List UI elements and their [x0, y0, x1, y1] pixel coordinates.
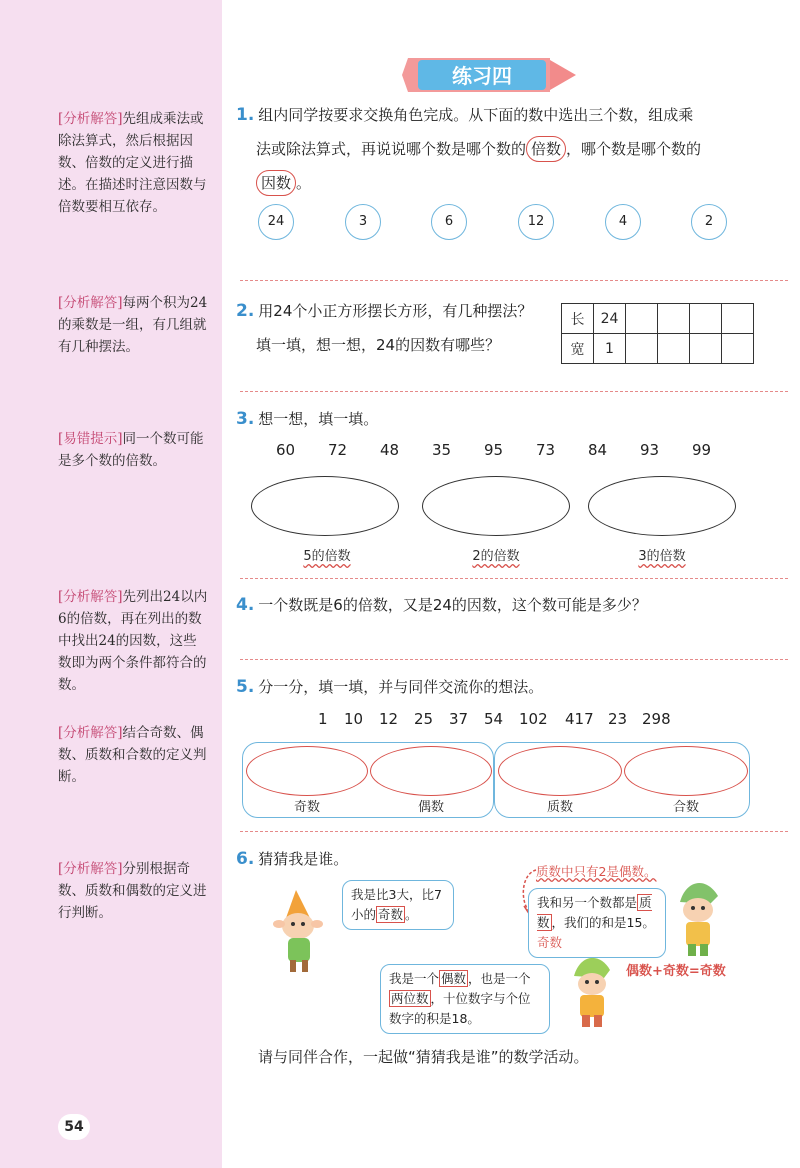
q5-number: 102: [519, 710, 548, 728]
elf-body: [686, 922, 710, 946]
q1-number: 4: [605, 204, 641, 240]
q3-number: 48: [380, 441, 400, 459]
table-row-width: [562, 334, 754, 364]
length-label: 长: [562, 304, 594, 334]
q5-number: 298: [642, 710, 671, 728]
q3-number: 84: [588, 441, 608, 459]
speech-bubble-1: 我是比3大，比7小的 奇数 。: [342, 880, 454, 930]
rectangle-table: [561, 303, 754, 364]
q1-number: 6: [431, 204, 467, 240]
label-composite: 合数: [672, 800, 699, 815]
q5-number: 54: [484, 710, 504, 728]
elf-body: [288, 938, 310, 962]
closing-instruction: 请与同伴合作，一起做“猜猜我是谁”的数学活动。: [258, 1048, 589, 1066]
label-multiple-of-5: 5的倍数: [303, 549, 351, 564]
q3-number: 93: [640, 441, 660, 459]
width-label: 宽: [562, 334, 594, 364]
sidebar-note-6: [分析解答]分别根据奇数、质数和偶数的定义进行判断。: [58, 861, 207, 921]
keyword-two-digit: 两位数: [391, 991, 429, 1006]
keyword-odd: 奇数: [378, 907, 404, 922]
prime-ellipse[interactable]: [498, 746, 622, 796]
elf-face: [282, 913, 314, 939]
q3-number: 99: [692, 441, 712, 459]
answer-ellipse[interactable]: [422, 476, 570, 536]
q3-number: 60: [276, 441, 296, 459]
answer-ellipse[interactable]: [588, 476, 736, 536]
even-ellipse[interactable]: [370, 746, 492, 796]
divider: [240, 659, 788, 660]
label-multiple-of-3: 3的倍数: [638, 549, 686, 564]
sidebar-note-4: [分析解答]先列出24以内6的倍数，再在列出的数中找出24的因数，这些数即为两个条件都符合的数。: [58, 589, 208, 693]
title-text: 练习四: [452, 64, 512, 88]
odd-ellipse[interactable]: [246, 746, 368, 796]
q3-number: 73: [536, 441, 556, 459]
q6: 6. 猜猜我是谁。: [236, 849, 349, 869]
q1-number: 24: [258, 204, 294, 240]
sidebar-note-1: [分析解答]先组成乘法或除法算式，然后根据因数、倍数的定义进行描述。在描述时注意因数与倍数要相互依存。: [58, 111, 207, 215]
elf-character-1: [266, 888, 332, 978]
q2: 2. 用24个小正方形摆长方形，有几种摆法？ 填一填，想一想，24的因数有哪些？: [236, 301, 533, 354]
label-prime: 质数: [546, 800, 573, 815]
elf-face: [578, 973, 606, 995]
elf-ear: [273, 920, 285, 928]
word-multiple: 倍数: [526, 136, 566, 162]
q1: 1. 组内同学按要求交换角色完成。从下面的数中选出三个数，组成乘 法或除法算式，再说说哪个数是哪个数的 倍数 ，哪个数是哪个数的 因数 。: [236, 98, 786, 200]
q3-number: 95: [484, 441, 504, 459]
banner-arrow: [550, 60, 576, 90]
blank-cell[interactable]: [690, 304, 722, 334]
elf-character-3: [562, 950, 622, 1032]
blank-cell[interactable]: [658, 304, 690, 334]
length-cell: 24: [594, 304, 626, 334]
q5-number: 37: [449, 710, 469, 728]
q1-number: 3: [345, 204, 381, 240]
q3-number: 35: [432, 441, 452, 459]
composite-ellipse[interactable]: [624, 746, 748, 796]
q1-number: 12: [518, 204, 554, 240]
answer-odd: 奇数: [537, 935, 563, 950]
q3-number: 72: [328, 441, 348, 459]
speech-bubble-2: 我和另一个数都是 质数 ，我们的和是15。奇数: [528, 888, 666, 958]
q5-number: 12: [379, 710, 399, 728]
page-number: 54: [58, 1114, 90, 1140]
elf-body: [580, 995, 604, 1017]
blank-cell[interactable]: [626, 304, 658, 334]
q5: 5. 分一分，填一填，并与同伴交流你的想法。: [236, 677, 544, 697]
q5-number: 10: [344, 710, 364, 728]
divider: [240, 391, 788, 392]
sidebar-note-5: [分析解答]结合奇数、偶数、质数和合数的定义判断。: [58, 725, 207, 785]
word-factor: 因数: [256, 170, 296, 196]
note-prime-even: 质数中只有2是偶数。: [536, 864, 657, 879]
q5-number: 23: [608, 710, 628, 728]
blank-cell[interactable]: [722, 334, 754, 364]
keyword-prime: 质数: [537, 895, 652, 930]
elf-ear: [311, 920, 323, 928]
q5-number: 1: [318, 710, 328, 728]
q1-number: 2: [691, 204, 727, 240]
speech-bubble-3: 我是一个 偶数 ，也是一个两位数 ，十位数字与个位数字的积是18。: [380, 964, 550, 1034]
width-cell: 1: [594, 334, 626, 364]
label-even: 偶数: [417, 800, 444, 815]
blank-cell[interactable]: [722, 304, 754, 334]
q4: 4. 一个数既是6的倍数，又是24的因数，这个数可能是多少？: [236, 595, 647, 615]
divider: [240, 280, 788, 281]
divider: [240, 831, 788, 832]
sidebar-note-3: [易错提示]同一个数可能是多个数的倍数。: [58, 431, 204, 469]
sidebar: [0, 0, 222, 1168]
sidebar-note-2: [分析解答]每两个积为24的乘数是一组，有几组就有几种摆法。: [58, 295, 208, 355]
blank-cell[interactable]: [626, 334, 658, 364]
blank-cell[interactable]: [658, 334, 690, 364]
note-even-plus-odd: 偶数+奇数=奇数: [626, 964, 726, 979]
table-row-length: [562, 304, 754, 334]
title-banner: [400, 56, 580, 94]
q5-number: 25: [414, 710, 434, 728]
label-odd: 奇数: [293, 800, 320, 815]
main-content: [222, 0, 800, 1168]
blank-cell[interactable]: [690, 334, 722, 364]
elf-character-2: [666, 874, 732, 960]
answer-ellipse[interactable]: [251, 476, 399, 536]
q5-number: 417: [565, 710, 594, 728]
elf-face: [683, 898, 713, 922]
keyword-even: 偶数: [441, 971, 467, 986]
q3: 3. 想一想，填一填。: [236, 409, 379, 429]
divider: [240, 578, 788, 579]
label-multiple-of-2: 2的倍数: [472, 549, 520, 564]
